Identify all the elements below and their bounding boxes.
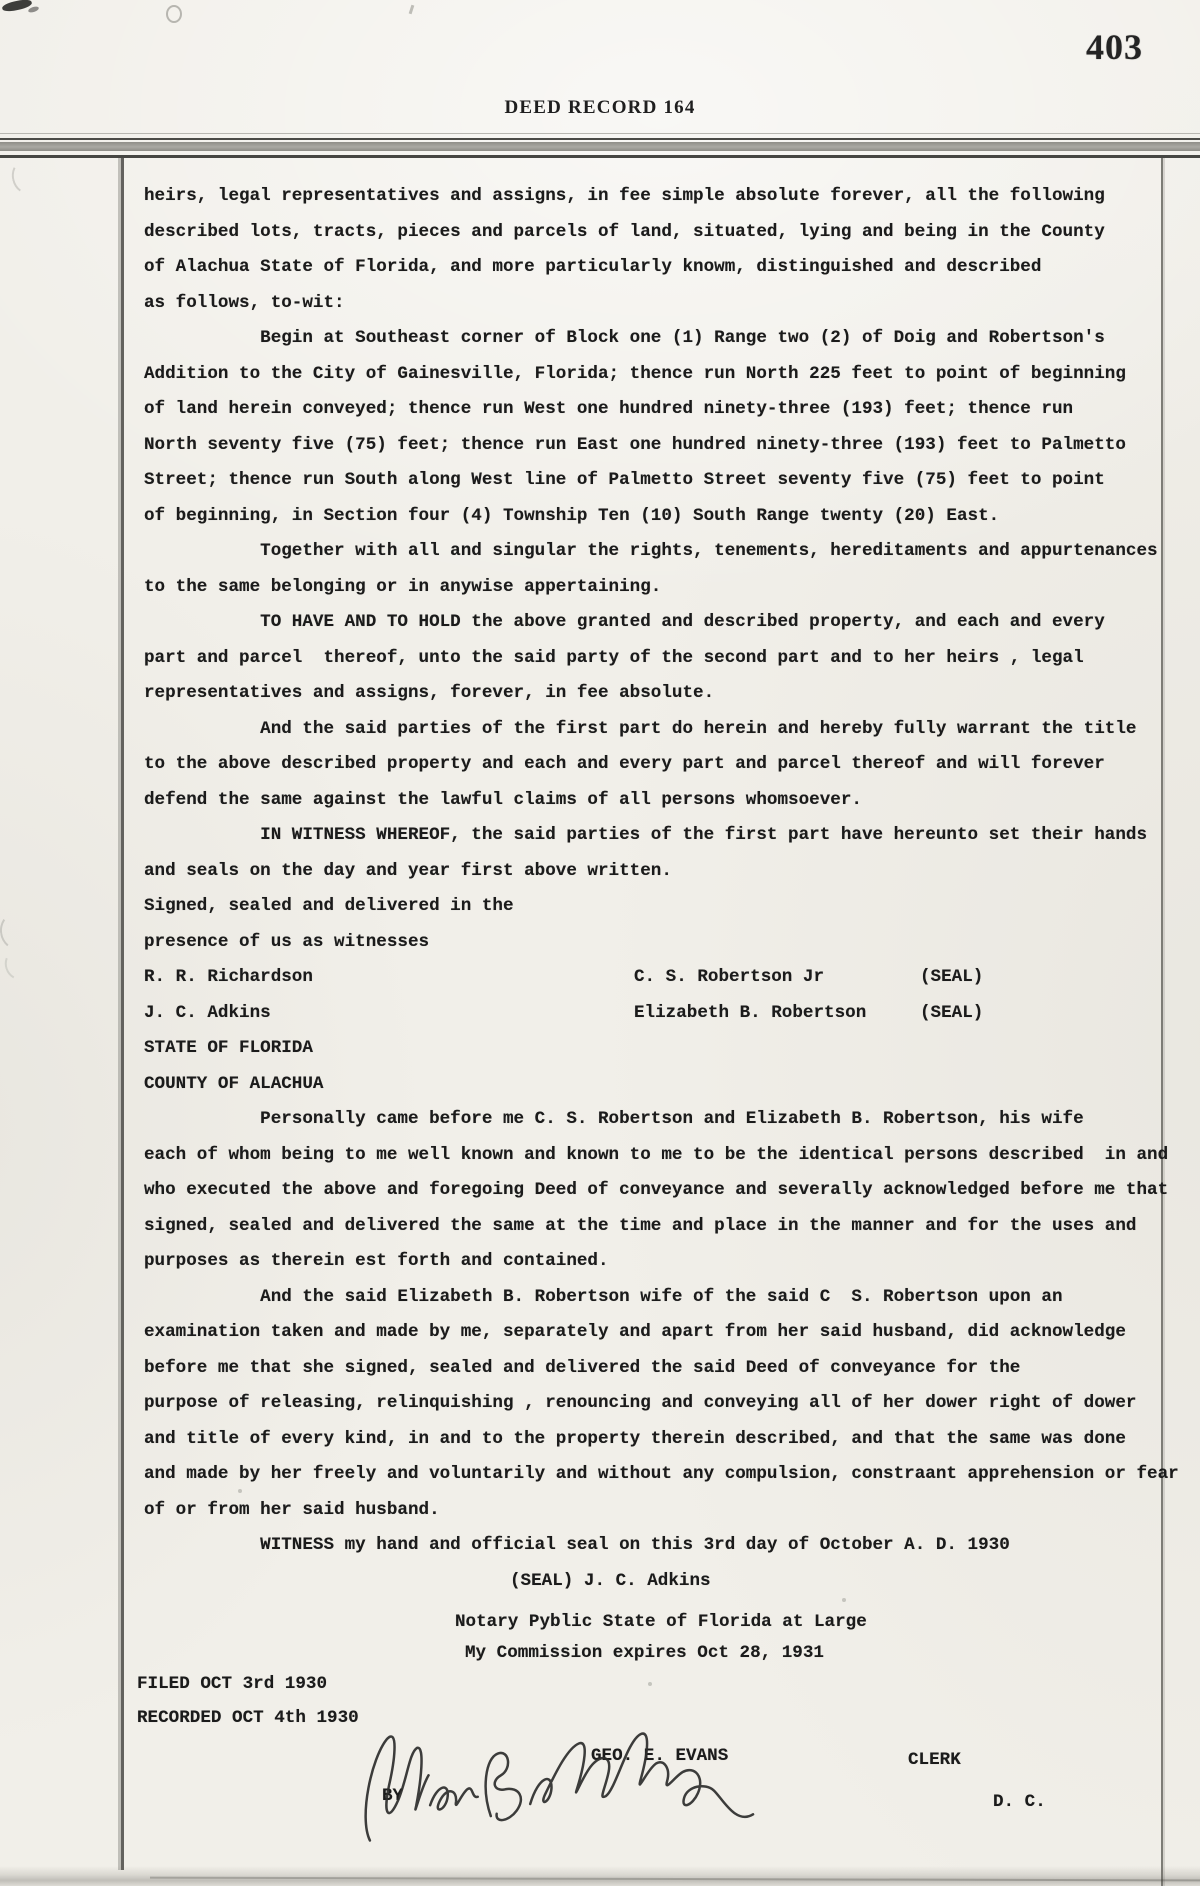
document-line: and seals on the day and year first above written.	[144, 860, 672, 881]
document-line: WITNESS my hand and official seal on this 3rd day of October A. D. 1930	[144, 1535, 1010, 1555]
document-line: who executed the above and foregoing Deed of conveyance and severally acknowledged before me that	[144, 1180, 1169, 1200]
document-line: examination taken and made by me, separately and apart from her said husband, did acknowledge	[144, 1322, 1126, 1342]
by-label: BY	[382, 1786, 404, 1806]
document-line: and title of every kind, in and to the property therein described, and that the same was done	[144, 1428, 1126, 1449]
horizontal-rule-faint	[0, 133, 1200, 134]
document-line: heirs, legal representatives and assigns, in fee simple absolute forever, all the following	[144, 186, 1105, 206]
witness-name: J. C. Adkins	[144, 1002, 271, 1023]
notary-seal-signature: (SEAL) J. C. Adkins	[510, 1570, 711, 1591]
document-line: of or from her said husband.	[144, 1499, 440, 1520]
grantor-name: C. S. Robertson Jr	[634, 967, 825, 987]
document-line: each of whom being to me well known and known to me to be the identical persons described in and	[144, 1144, 1169, 1165]
left-margin-rule	[121, 158, 124, 1870]
document-line: before me that she signed, sealed and delivered the said Deed of conveyance for the	[144, 1357, 1021, 1378]
speck-artifact	[648, 1682, 652, 1686]
document-line: as follows, to-wit:	[144, 292, 345, 313]
right-margin-rule	[1161, 158, 1163, 1886]
page-number: 403	[1086, 27, 1143, 67]
document-line: part and parcel thereof, unto the said party of the second part and to her heirs , legal	[144, 647, 1084, 668]
clerk-name: GEO. E. EVANS	[591, 1746, 729, 1766]
document-line: to the same belonging or in anywise appertaining.	[144, 576, 662, 597]
horizontal-rule-top	[0, 138, 1200, 140]
clerk-title: CLERK	[908, 1750, 961, 1770]
ink-smudge-artifact	[27, 5, 39, 13]
horizontal-rule-bottom	[0, 155, 1200, 158]
speck-artifact	[238, 1489, 242, 1493]
document-line: described lots, tracts, pieces and parcels of land, situated, lying and being in the County	[144, 221, 1105, 242]
margin-arc-artifact	[1, 946, 36, 983]
document-line: TO HAVE AND TO HOLD the above granted and described property, and each and every	[144, 612, 1105, 632]
margin-arc-artifact	[0, 910, 36, 952]
page-header-title: DEED RECORD 164	[504, 97, 696, 118]
deputy-clerk-initials: D. C.	[993, 1792, 1046, 1812]
document-line: presence of us as witnesses	[144, 931, 430, 952]
document-line: purposes as therein est forth and contained.	[144, 1251, 609, 1271]
document-line: COUNTY OF ALACHUA	[144, 1073, 324, 1094]
document-line: of Alachua State of Florida, and more particularly knowm, distinguished and described	[144, 257, 1042, 277]
document-line: Street; thence run South along West line of Palmetto Street seventy five (75) feet to point	[144, 470, 1105, 490]
document-line: representatives and assigns, forever, in fee absolute.	[144, 683, 715, 703]
document-line: defend the same against the lawful claims of all persons whomsoever.	[144, 789, 862, 810]
document-line: of beginning, in Section four (4) Township Ten (10) South Range twenty (20) East.	[144, 505, 1000, 526]
grantor-name: Elizabeth B. Robertson	[634, 1002, 867, 1023]
commission-expiry-line: My Commission expires Oct 28, 1931	[465, 1643, 824, 1663]
document-line: North seventy five (75) feet; thence run East one hundred ninety-three (193) feet to Palmetto	[144, 434, 1126, 455]
witness-name: R. R. Richardson	[144, 967, 313, 987]
ring-mark-artifact	[166, 5, 182, 23]
tick-mark-artifact	[409, 5, 415, 14]
document-line: STATE OF FLORIDA	[144, 1038, 313, 1058]
document-line: Together with all and singular the rights, tenements, hereditaments and appurtenances	[144, 541, 1158, 561]
document-line: Signed, sealed and delivered in the	[144, 896, 514, 916]
notary-title-line: Notary Pyblic State of Florida at Large	[455, 1612, 867, 1632]
speck-artifact	[842, 1598, 846, 1602]
document-line: to the above described property and each and every part and parcel thereof and will forever	[144, 754, 1105, 774]
document-line: and made by her freely and voluntarily and without any compulsion, constraant apprehension or fear	[144, 1464, 1179, 1484]
seal-label: (SEAL)	[920, 1002, 984, 1023]
document-line: And the said Elizabeth B. Robertson wife of the said C S. Robertson upon an	[144, 1286, 1063, 1307]
document-line: signed, sealed and delivered the same at the time and place in the manner and for the uses and	[144, 1215, 1137, 1236]
document-line: IN WITNESS WHEREOF, the said parties of the first part have hereunto set their hands	[144, 825, 1148, 845]
filed-stamp-line: FILED OCT 3rd 1930	[137, 1674, 328, 1694]
document-line: purpose of releasing, relinquishing , renouncing and conveying all of her dower right of dower	[144, 1393, 1137, 1413]
document-line: of land herein conveyed; thence run West one hundred ninety-three (193) feet; thence run	[144, 399, 1074, 419]
deputy-clerk-signature	[350, 1703, 786, 1857]
recorded-stamp-line: RECORDED OCT 4th 1930	[137, 1708, 359, 1728]
document-line: And the said parties of the first part do herein and hereby fully warrant the title	[144, 718, 1137, 739]
document-line: Addition to the City of Gainesville, Florida; thence run North 225 feet to point of beginning	[144, 363, 1126, 384]
margin-arc-artifact	[8, 157, 43, 197]
horizontal-rule-band	[0, 142, 1200, 151]
document-line: Personally came before me C. S. Robertson and Elizabeth B. Robertson, his wife	[144, 1109, 1084, 1129]
document-line: Begin at Southeast corner of Block one (1) Range two (2) of Doig and Robertson's	[144, 328, 1105, 348]
seal-label: (SEAL)	[920, 967, 984, 987]
